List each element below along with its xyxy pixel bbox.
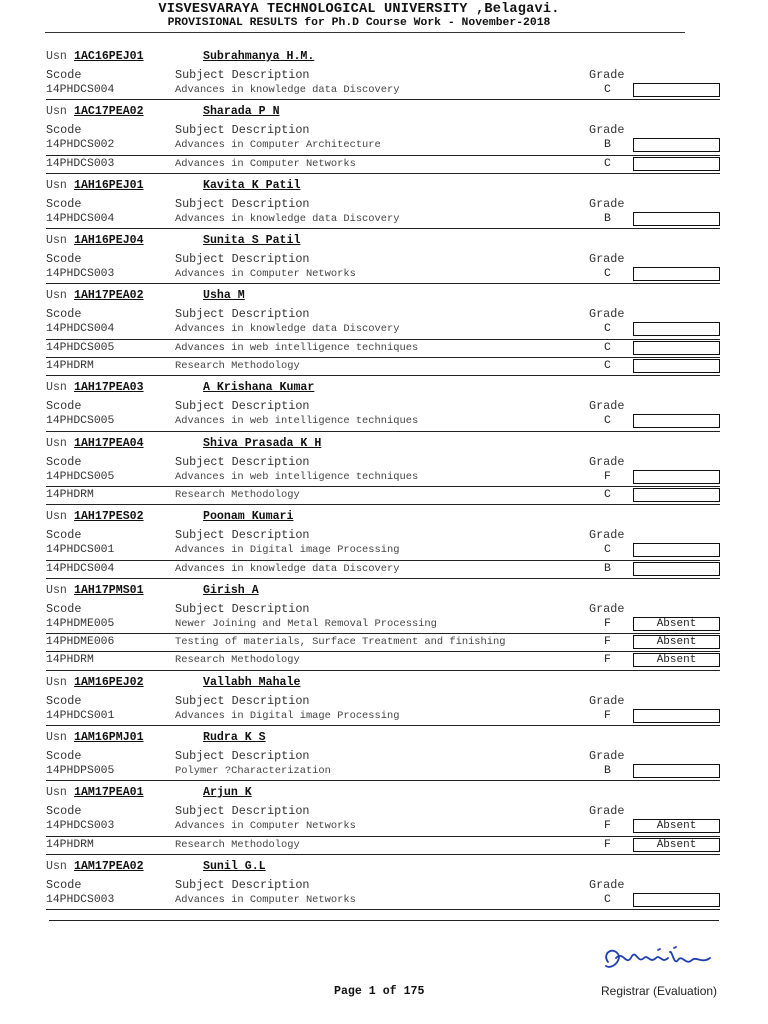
usn-label: Usn bbox=[46, 50, 67, 63]
subject-description-header: Subject Description bbox=[175, 399, 310, 414]
grade-header: Grade bbox=[589, 601, 625, 616]
subject-row bbox=[46, 892, 720, 910]
subject-row bbox=[46, 542, 720, 560]
column-header-row bbox=[0, 395, 768, 413]
subject-description: Advances in Computer Architecture bbox=[175, 139, 381, 152]
scode-header: Scode bbox=[46, 123, 82, 138]
subject-grade: C bbox=[604, 544, 611, 557]
usn-row bbox=[0, 376, 768, 395]
student-name: Sunita S Patil bbox=[203, 234, 301, 248]
student-block bbox=[0, 229, 768, 284]
usn-row bbox=[0, 174, 768, 193]
results-subtitle: PROVISIONAL RESULTS for Ph.D Course Work - November-2018 bbox=[167, 17, 551, 29]
remark-box bbox=[633, 709, 720, 723]
subject-description: Advances in Computer Networks bbox=[175, 157, 356, 170]
column-header-row bbox=[0, 248, 768, 266]
scode-header: Scode bbox=[46, 454, 82, 469]
scode-header: Scode bbox=[46, 749, 82, 764]
end-divider bbox=[49, 920, 719, 921]
usn-label: Usn bbox=[46, 234, 67, 248]
student-block bbox=[0, 100, 768, 174]
usn-value: 1AH17PEA02 bbox=[74, 289, 144, 303]
remark-box: Absent bbox=[633, 819, 720, 833]
scode-header: Scode bbox=[46, 68, 82, 82]
usn-label: Usn bbox=[46, 675, 67, 689]
column-header-row bbox=[0, 451, 768, 469]
remark-box bbox=[633, 341, 720, 355]
subject-grade: B bbox=[604, 212, 611, 225]
scode-header: Scode bbox=[46, 877, 82, 892]
subject-description: Advances in web intelligence techniques bbox=[175, 341, 419, 354]
subject-code: 14PHDCS003 bbox=[46, 157, 115, 170]
column-header-row bbox=[0, 193, 768, 211]
grade-header: Grade bbox=[589, 749, 625, 764]
subject-row bbox=[46, 616, 720, 634]
subject-description-header: Subject Description bbox=[175, 307, 310, 322]
student-block bbox=[0, 781, 768, 855]
usn-value: 1AM16PMJ01 bbox=[74, 731, 144, 745]
usn-value: 1AH16PEJ04 bbox=[74, 234, 144, 248]
remark-box bbox=[633, 157, 720, 171]
usn-label: Usn bbox=[46, 859, 67, 873]
subject-row bbox=[46, 266, 720, 284]
grade-header: Grade bbox=[589, 399, 625, 414]
subject-row bbox=[46, 358, 720, 376]
scode-header: Scode bbox=[46, 693, 82, 708]
subject-description: Polymer ?Characterization bbox=[175, 765, 331, 778]
usn-row bbox=[0, 100, 768, 119]
subject-description: Advances in web intelligence techniques bbox=[175, 470, 419, 483]
subject-grade: B bbox=[604, 139, 611, 152]
subject-grade: C bbox=[604, 488, 611, 501]
usn-row bbox=[0, 432, 768, 451]
usn-label: Usn bbox=[46, 731, 67, 745]
subject-code: 14PHDPS005 bbox=[46, 765, 115, 778]
scode-header: Scode bbox=[46, 252, 82, 267]
scode-header: Scode bbox=[46, 804, 82, 819]
subject-description-header: Subject Description bbox=[175, 693, 310, 708]
signatory-caption: Registrar (Evaluation) bbox=[601, 984, 718, 998]
subject-description-header: Subject Description bbox=[175, 749, 310, 764]
usn-row bbox=[0, 781, 768, 800]
subject-code: 14PHDRM bbox=[46, 654, 94, 667]
usn-label: Usn bbox=[46, 786, 67, 800]
subject-description: Research Methodology bbox=[175, 838, 300, 851]
header-divider bbox=[45, 32, 685, 33]
subject-description: Research Methodology bbox=[175, 488, 300, 501]
usn-label: Usn bbox=[46, 510, 67, 524]
column-header-row bbox=[0, 303, 768, 321]
student-block bbox=[0, 579, 768, 671]
subject-code: 14PHDCS002 bbox=[46, 139, 115, 152]
subject-grade: C bbox=[604, 415, 611, 428]
subject-grade: F bbox=[604, 654, 611, 667]
subject-description: Advances in knowledge data Discovery bbox=[175, 84, 400, 96]
subject-grade: F bbox=[604, 636, 611, 649]
column-header-row bbox=[0, 64, 768, 82]
subject-description: Advances in Digital image Processing bbox=[175, 544, 400, 557]
subject-code: 14PHDCS004 bbox=[46, 323, 115, 336]
remark-box bbox=[633, 83, 720, 97]
subject-code: 14PHDRM bbox=[46, 360, 94, 373]
subject-row bbox=[46, 561, 720, 579]
column-header-row bbox=[0, 745, 768, 763]
remark-box: Absent bbox=[633, 653, 720, 667]
grade-header: Grade bbox=[589, 307, 625, 322]
subject-code: 14PHDCS003 bbox=[46, 820, 115, 833]
usn-value: 1AH17PES02 bbox=[74, 510, 144, 524]
student-name: Poonam Kumari bbox=[203, 510, 294, 524]
subject-code: 14PHDRM bbox=[46, 838, 94, 851]
subject-row bbox=[46, 211, 720, 229]
subject-code: 14PHDCS003 bbox=[46, 268, 115, 281]
usn-label: Usn bbox=[46, 381, 67, 395]
remark-box bbox=[633, 212, 720, 226]
subject-grade: C bbox=[604, 323, 611, 336]
subject-row bbox=[46, 321, 720, 339]
subject-description: Research Methodology bbox=[175, 654, 300, 667]
subject-row bbox=[46, 763, 720, 781]
grade-header: Grade bbox=[589, 877, 625, 892]
subject-row bbox=[46, 837, 720, 855]
column-header-row bbox=[0, 119, 768, 137]
usn-row bbox=[0, 284, 768, 303]
usn-row bbox=[0, 855, 768, 874]
remark-box: Absent bbox=[633, 635, 720, 649]
remark-box bbox=[633, 543, 720, 557]
subject-description-header: Subject Description bbox=[175, 454, 310, 469]
student-block bbox=[0, 174, 768, 229]
subject-code: 14PHDME006 bbox=[46, 636, 115, 649]
grade-header: Grade bbox=[589, 693, 625, 708]
usn-row bbox=[0, 671, 768, 690]
student-name: Rudra K S bbox=[203, 731, 266, 745]
grade-header: Grade bbox=[589, 123, 625, 138]
subject-description: Advances in knowledge data Discovery bbox=[175, 562, 400, 575]
remark-box bbox=[633, 414, 720, 428]
student-block bbox=[0, 284, 768, 376]
scode-header: Scode bbox=[46, 196, 82, 211]
subject-grade: B bbox=[604, 562, 611, 575]
student-block bbox=[0, 855, 768, 910]
subject-code: 14PHDME005 bbox=[46, 617, 115, 630]
subject-row bbox=[46, 487, 720, 505]
subject-row bbox=[46, 634, 720, 652]
student-name: Girish A bbox=[203, 583, 259, 597]
student-name: Subrahmanya H.M. bbox=[203, 50, 315, 63]
subject-description: Advances in web intelligence techniques bbox=[175, 415, 419, 428]
usn-row bbox=[0, 726, 768, 745]
subject-grade: C bbox=[604, 341, 611, 354]
subject-description-header: Subject Description bbox=[175, 68, 310, 82]
subject-description-header: Subject Description bbox=[175, 528, 310, 543]
student-name: Sharada P N bbox=[203, 105, 280, 119]
subject-description-header: Subject Description bbox=[175, 804, 310, 819]
column-header-row bbox=[0, 524, 768, 542]
subject-grade: C bbox=[604, 84, 611, 96]
usn-row bbox=[0, 579, 768, 598]
grade-header: Grade bbox=[589, 528, 625, 543]
subject-row bbox=[46, 340, 720, 358]
subject-description: Advances in knowledge data Discovery bbox=[175, 323, 400, 336]
subject-description: Advances in Computer Networks bbox=[175, 820, 356, 833]
usn-value: 1AM17PEA01 bbox=[74, 786, 144, 800]
usn-row bbox=[0, 229, 768, 248]
usn-label: Usn bbox=[46, 583, 67, 597]
subject-code: 14PHDCS005 bbox=[46, 470, 115, 483]
remark-box bbox=[633, 488, 720, 502]
subject-row bbox=[46, 82, 720, 100]
student-block bbox=[0, 376, 768, 431]
remark-box bbox=[633, 322, 720, 336]
remark-box bbox=[633, 893, 720, 907]
subject-description: Advances in Digital image Processing bbox=[175, 709, 400, 722]
subject-code: 14PHDCS004 bbox=[46, 562, 115, 575]
university-title: VISVESVARAYA TECHNOLOGICAL UNIVERSITY ,Belagavi. bbox=[158, 2, 560, 17]
remark-box bbox=[633, 562, 720, 576]
usn-value: 1AM16PEJ02 bbox=[74, 675, 144, 689]
subject-code: 14PHDCS003 bbox=[46, 893, 115, 906]
subject-grade: F bbox=[604, 470, 611, 483]
remark-box bbox=[633, 764, 720, 778]
subject-description-header: Subject Description bbox=[175, 601, 310, 616]
subject-row bbox=[46, 137, 720, 155]
subject-description: Testing of materials, Surface Treatment and finishing bbox=[175, 636, 506, 649]
registrar-signature bbox=[598, 940, 718, 980]
usn-value: 1AC17PEA02 bbox=[74, 105, 144, 119]
subject-grade: C bbox=[604, 268, 611, 281]
subject-description-header: Subject Description bbox=[175, 196, 310, 211]
subject-grade: C bbox=[604, 360, 611, 373]
subject-grade: F bbox=[604, 617, 611, 630]
subject-row bbox=[46, 156, 720, 174]
subject-code: 14PHDCS004 bbox=[46, 212, 115, 225]
student-name: A Krishana Kumar bbox=[203, 381, 315, 395]
subject-grade: F bbox=[604, 820, 611, 833]
usn-label: Usn bbox=[46, 178, 67, 192]
document-header bbox=[0, 3, 718, 30]
subject-row bbox=[46, 469, 720, 487]
subject-grade: B bbox=[604, 765, 611, 778]
subject-description-header: Subject Description bbox=[175, 877, 310, 892]
remark-box: Absent bbox=[633, 617, 720, 631]
student-name: Kavita K Patil bbox=[203, 178, 301, 192]
grade-header: Grade bbox=[589, 196, 625, 211]
usn-value: 1AC16PEJ01 bbox=[74, 50, 144, 63]
remark-box bbox=[633, 359, 720, 373]
student-block bbox=[0, 671, 768, 726]
subject-description: Advances in Computer Networks bbox=[175, 893, 356, 906]
subject-row bbox=[46, 818, 720, 836]
usn-label: Usn bbox=[46, 436, 67, 450]
subject-description: Advances in Computer Networks bbox=[175, 268, 356, 281]
grade-header: Grade bbox=[589, 252, 625, 267]
usn-row bbox=[0, 505, 768, 524]
column-header-row bbox=[0, 690, 768, 708]
scode-header: Scode bbox=[46, 528, 82, 543]
scode-header: Scode bbox=[46, 601, 82, 616]
usn-label: Usn bbox=[46, 289, 67, 303]
remark-box bbox=[633, 470, 720, 484]
remark-box: Absent bbox=[633, 838, 720, 852]
subject-code: 14PHDRM bbox=[46, 488, 94, 501]
grade-header: Grade bbox=[589, 804, 625, 819]
subject-grade: F bbox=[604, 709, 611, 722]
subject-code: 14PHDCS005 bbox=[46, 341, 115, 354]
grade-header: Grade bbox=[589, 68, 625, 82]
subject-code: 14PHDCS004 bbox=[46, 84, 115, 96]
student-name: Arjun K bbox=[203, 786, 252, 800]
subject-row bbox=[46, 652, 720, 670]
remark-box bbox=[633, 138, 720, 152]
subject-description-header: Subject Description bbox=[175, 252, 310, 267]
usn-value: 1AM17PEA02 bbox=[74, 859, 144, 873]
usn-value: 1AH16PEJ01 bbox=[74, 178, 144, 192]
column-header-row bbox=[0, 800, 768, 818]
student-block bbox=[0, 505, 768, 579]
column-header-row bbox=[0, 874, 768, 892]
usn-value: 1AH17PEA04 bbox=[74, 436, 144, 450]
subject-description: Newer Joining and Metal Removal Processing bbox=[175, 617, 437, 630]
usn-label: Usn bbox=[46, 105, 67, 119]
student-name: Sunil G.L bbox=[203, 859, 266, 873]
subject-description: Advances in knowledge data Discovery bbox=[175, 212, 400, 225]
page-number: Page 1 of 175 bbox=[334, 985, 425, 998]
subject-row bbox=[46, 708, 720, 726]
scode-header: Scode bbox=[46, 307, 82, 322]
student-block bbox=[0, 45, 768, 100]
student-name: Shiva Prasada K H bbox=[203, 436, 322, 450]
student-name: Usha M bbox=[203, 289, 245, 303]
subject-grade: C bbox=[604, 157, 611, 170]
student-name: Vallabh Mahale bbox=[203, 675, 301, 689]
subject-grade: C bbox=[604, 893, 611, 906]
subject-grade: F bbox=[604, 838, 611, 851]
student-block bbox=[0, 432, 768, 506]
grade-header: Grade bbox=[589, 454, 625, 469]
usn-row bbox=[0, 45, 768, 64]
subject-code: 14PHDCS001 bbox=[46, 709, 115, 722]
usn-value: 1AH17PMS01 bbox=[74, 583, 144, 597]
remark-box bbox=[633, 267, 720, 281]
subject-code: 14PHDCS001 bbox=[46, 544, 115, 557]
usn-value: 1AH17PEA03 bbox=[74, 381, 144, 395]
subject-description-header: Subject Description bbox=[175, 123, 310, 138]
column-header-row bbox=[0, 598, 768, 616]
results-list bbox=[0, 45, 768, 910]
scode-header: Scode bbox=[46, 399, 82, 414]
subject-code: 14PHDCS005 bbox=[46, 415, 115, 428]
student-block bbox=[0, 726, 768, 781]
subject-description: Research Methodology bbox=[175, 360, 300, 373]
subject-row bbox=[46, 413, 720, 431]
